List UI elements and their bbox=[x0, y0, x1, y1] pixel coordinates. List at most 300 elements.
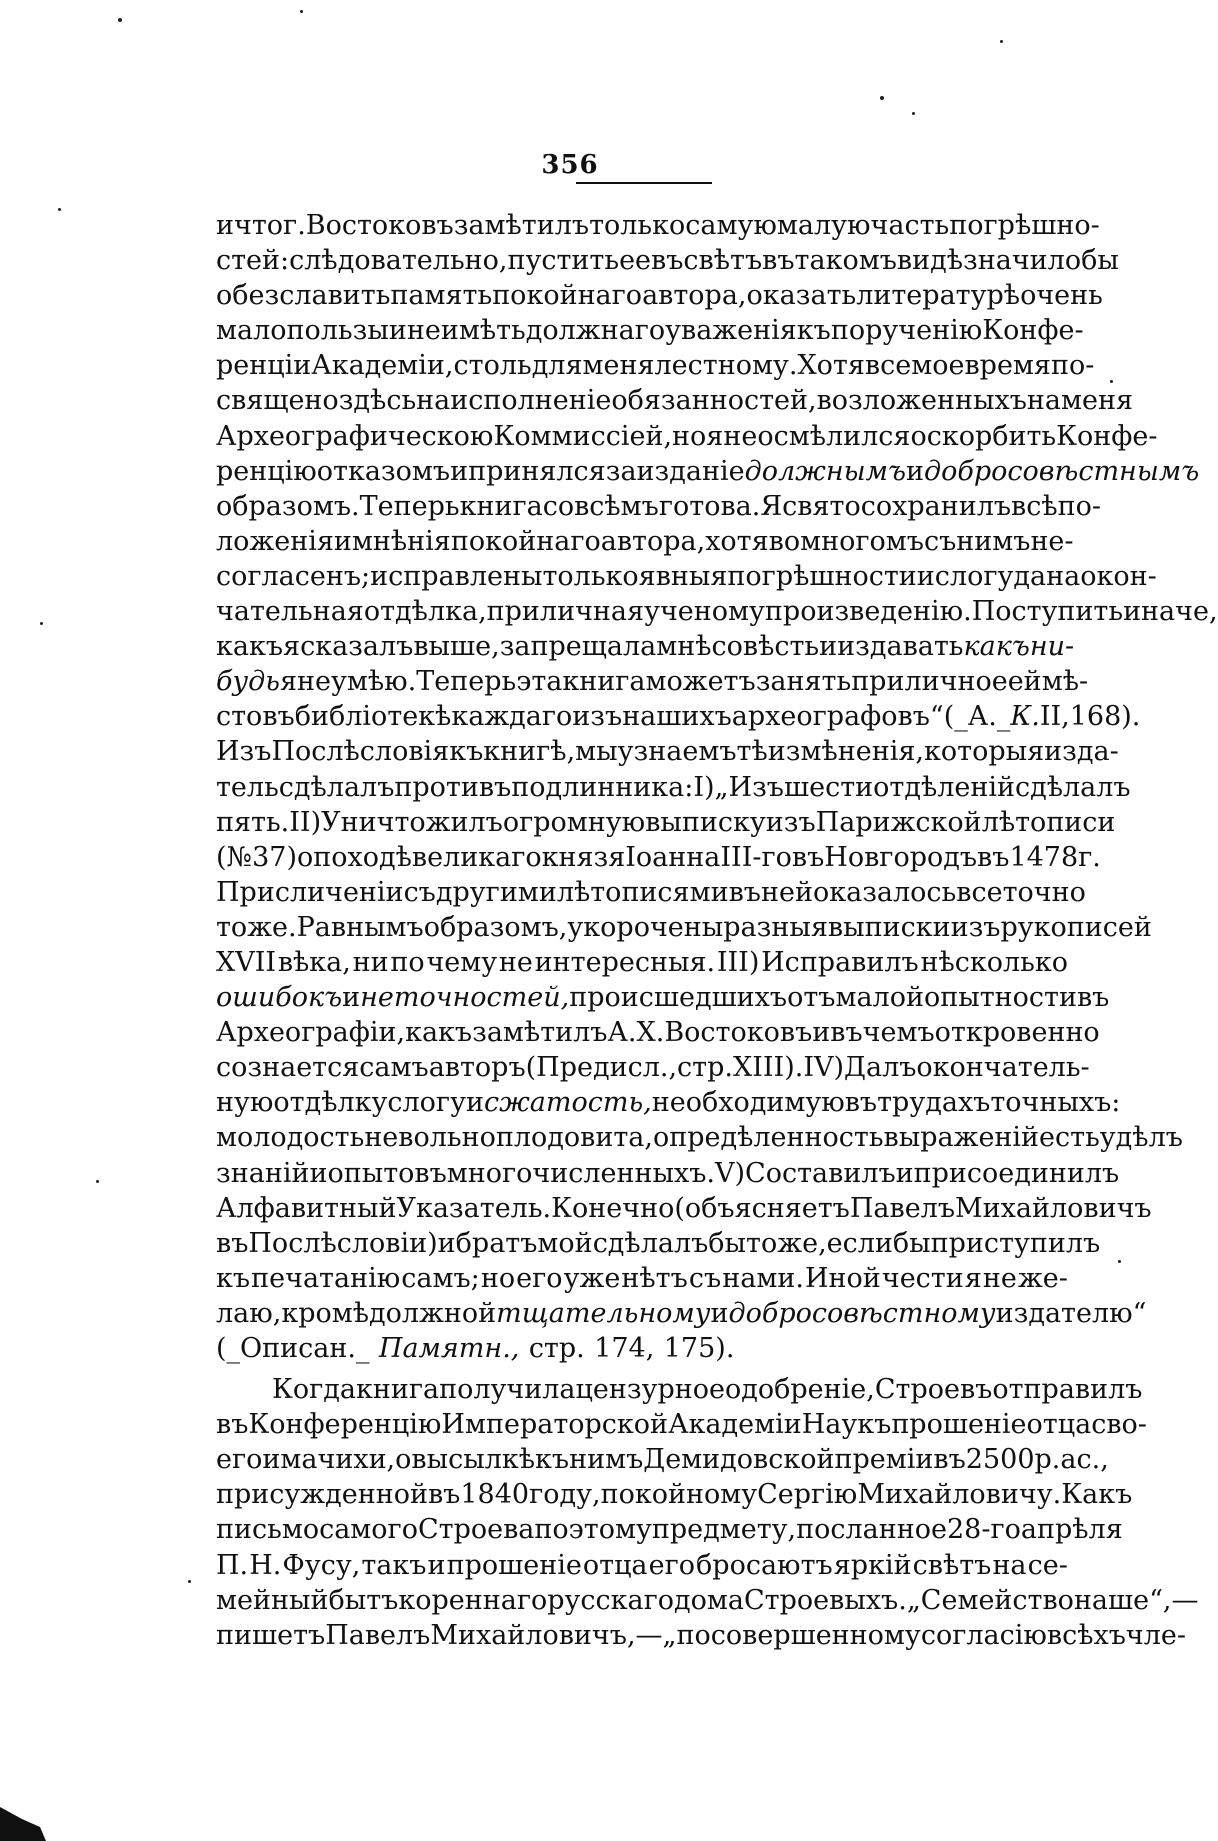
word: сжатость, bbox=[483, 1087, 652, 1119]
word: Строева bbox=[417, 1514, 535, 1546]
word: Теперь bbox=[416, 666, 517, 698]
word: Наукъ bbox=[801, 1409, 892, 1441]
word: мой bbox=[537, 1227, 593, 1259]
word: князя bbox=[541, 841, 626, 873]
word: и bbox=[916, 560, 935, 592]
text-line bbox=[216, 1512, 1123, 1547]
word: нѣсколько bbox=[920, 946, 1068, 978]
scan-speck bbox=[1110, 380, 1113, 383]
word: дана bbox=[1013, 560, 1081, 592]
word: плодовита, bbox=[495, 1122, 653, 1154]
word: съ bbox=[403, 876, 436, 908]
word: откровенно bbox=[934, 1017, 1100, 1049]
scan-speck bbox=[1118, 1260, 1121, 1263]
word: прошеніе bbox=[891, 1409, 1027, 1441]
word: необходимую bbox=[651, 1087, 845, 1119]
word: и bbox=[388, 315, 407, 347]
word: въ bbox=[728, 876, 761, 908]
word: лестному. bbox=[654, 350, 798, 382]
word: же, bbox=[777, 1227, 827, 1259]
word: удѣлъ bbox=[1099, 1122, 1183, 1154]
word: слогу bbox=[387, 1087, 466, 1119]
word: чемъ bbox=[862, 1017, 935, 1049]
scan-speck bbox=[40, 622, 43, 625]
word: всѣхъ bbox=[1046, 1619, 1126, 1651]
word: Академіи bbox=[668, 1409, 802, 1441]
word: трудахъ bbox=[877, 1087, 991, 1119]
word: присужденной bbox=[216, 1479, 428, 1511]
word: стей: bbox=[216, 245, 290, 277]
word: Далъ bbox=[844, 1052, 917, 1084]
word: же. bbox=[247, 911, 297, 943]
word: Востоковъ bbox=[664, 1017, 813, 1049]
word: погрѣшно- bbox=[949, 210, 1100, 241]
text-line bbox=[216, 1085, 1121, 1120]
word: бы bbox=[708, 1227, 747, 1259]
word: я bbox=[279, 666, 298, 698]
word: порученію bbox=[830, 315, 983, 347]
word: въ bbox=[651, 245, 684, 277]
word: Хотя bbox=[797, 350, 865, 382]
word: пишетъ bbox=[216, 1619, 326, 1651]
word: р. bbox=[1034, 1444, 1061, 1476]
word: по- bbox=[1057, 490, 1102, 522]
word: принялся bbox=[468, 455, 606, 487]
word: присоединилъ bbox=[913, 1157, 1120, 1189]
word: V) bbox=[715, 1157, 746, 1189]
word: согласенъ; bbox=[216, 560, 371, 592]
word: ошибокъ bbox=[216, 982, 343, 1014]
word: въ bbox=[844, 1087, 878, 1119]
word: и bbox=[262, 1444, 281, 1476]
word: знаній bbox=[216, 1157, 310, 1189]
word: не bbox=[498, 946, 533, 978]
word: умѣю. bbox=[331, 666, 417, 698]
word: точныхъ: bbox=[990, 1087, 1121, 1119]
word: исправлены bbox=[370, 560, 543, 592]
word: се- bbox=[1027, 1549, 1068, 1581]
word: Академіи, bbox=[311, 350, 454, 382]
word: мейный bbox=[216, 1584, 329, 1616]
word: въ bbox=[216, 1409, 249, 1441]
word: укорочены bbox=[567, 911, 724, 943]
word: то bbox=[216, 911, 248, 943]
word: Послѣсловіи) bbox=[248, 1227, 438, 1259]
word: издавать bbox=[837, 631, 964, 663]
word: Павелъ bbox=[849, 1192, 956, 1224]
word: и bbox=[895, 1157, 914, 1189]
word: оказалось bbox=[812, 876, 957, 908]
text-line bbox=[216, 980, 1110, 1015]
text-line bbox=[216, 1015, 1100, 1050]
word: библіотекѣ bbox=[294, 701, 452, 733]
word: Іоанна bbox=[625, 841, 721, 873]
word: по bbox=[390, 946, 425, 978]
word: погрѣшности bbox=[727, 560, 917, 592]
word: 174, bbox=[594, 1333, 655, 1364]
word: очень bbox=[1020, 280, 1103, 312]
word: замѣтилъ bbox=[472, 1017, 608, 1049]
word: свято bbox=[782, 490, 861, 522]
text-line bbox=[216, 1156, 1120, 1191]
word: Какъ bbox=[1061, 1479, 1133, 1511]
word: за bbox=[605, 455, 637, 487]
word: изъ bbox=[950, 911, 1001, 943]
scan-speck bbox=[188, 1580, 191, 1583]
word: стр. bbox=[528, 1333, 585, 1364]
word: интересныя. bbox=[534, 946, 716, 978]
word: Михайловичъ,—„по bbox=[430, 1619, 711, 1651]
word: добросовѣстному bbox=[728, 1297, 996, 1329]
word: Теперь bbox=[359, 490, 460, 522]
word: ренцію bbox=[216, 455, 317, 487]
word: Археографическою bbox=[216, 420, 494, 452]
word: авторъ bbox=[428, 1052, 526, 1084]
word: отдѣлка, bbox=[363, 596, 487, 628]
word: книга bbox=[562, 666, 646, 698]
word: одобреніе, bbox=[725, 1374, 875, 1406]
word: ную bbox=[216, 1087, 274, 1119]
text-line bbox=[216, 1331, 1068, 1366]
word: невольно bbox=[364, 1122, 496, 1154]
word: не- bbox=[1030, 525, 1074, 557]
word: посланное bbox=[796, 1514, 947, 1546]
word: печатанію bbox=[251, 1262, 401, 1294]
word: мѣ- bbox=[1041, 666, 1089, 698]
text-line bbox=[216, 1407, 1147, 1442]
word: 37) bbox=[252, 841, 297, 873]
text-line bbox=[216, 840, 1101, 875]
word: выше, bbox=[413, 631, 500, 663]
word: Конфе- bbox=[982, 315, 1084, 347]
word: не bbox=[982, 1262, 1017, 1294]
word: о bbox=[395, 1444, 412, 1476]
text-line bbox=[216, 629, 1075, 664]
word: не bbox=[406, 315, 441, 347]
word: хотя bbox=[705, 525, 769, 557]
text-line bbox=[216, 524, 1074, 559]
word: книга bbox=[356, 1374, 440, 1406]
word: чему bbox=[426, 946, 498, 978]
word: Демидовской bbox=[643, 1444, 835, 1476]
text-line bbox=[216, 489, 1102, 524]
word: слогу bbox=[934, 560, 1014, 592]
word: и bbox=[812, 1017, 831, 1049]
word: точно bbox=[1002, 876, 1086, 908]
word: часть bbox=[870, 210, 950, 241]
word: Коммиссіей, bbox=[493, 420, 673, 452]
word: ей bbox=[1007, 666, 1042, 698]
word: его bbox=[216, 1444, 263, 1476]
word: опытовъ bbox=[327, 1157, 447, 1189]
word: вѣка, bbox=[277, 946, 351, 978]
text-line bbox=[216, 1050, 1090, 1085]
word: только bbox=[542, 560, 639, 592]
word: къ bbox=[535, 1444, 570, 1476]
word: подлинника: bbox=[511, 771, 694, 803]
word: по bbox=[534, 1514, 569, 1546]
word: братъ bbox=[455, 1227, 538, 1259]
word: узнаемъ bbox=[617, 736, 737, 768]
word: готова. bbox=[658, 490, 761, 522]
word: Изъ bbox=[216, 736, 272, 768]
word: Я bbox=[760, 490, 783, 522]
word: лѣтописями bbox=[556, 876, 729, 908]
word: бытъ bbox=[328, 1584, 399, 1616]
word: многомъ bbox=[800, 525, 924, 557]
word: Поступить bbox=[971, 596, 1124, 628]
word: иначе, bbox=[1123, 596, 1218, 628]
word: изда- bbox=[1044, 736, 1119, 768]
word: книгѣ, bbox=[483, 736, 576, 768]
word: молодость bbox=[216, 1122, 365, 1154]
word: съ bbox=[688, 1262, 722, 1294]
word: „Семейство bbox=[906, 1584, 1074, 1616]
word: столь bbox=[453, 350, 532, 382]
word: выписки bbox=[827, 911, 951, 943]
text-line bbox=[216, 419, 1158, 454]
word: какъ bbox=[963, 631, 1030, 663]
word: самую bbox=[685, 210, 777, 241]
word: рукописей bbox=[1000, 911, 1152, 943]
word: измѣненія, bbox=[767, 736, 924, 768]
word: меня bbox=[582, 350, 655, 382]
word: имѣть bbox=[440, 315, 526, 347]
word: Конференцію bbox=[248, 1409, 442, 1441]
word: противъ bbox=[394, 771, 512, 803]
word: память bbox=[390, 280, 493, 312]
word: и bbox=[437, 1227, 456, 1259]
word: въ bbox=[977, 841, 1010, 873]
text-line bbox=[216, 1191, 1152, 1226]
word: сознается bbox=[216, 1052, 360, 1084]
word: 2500 bbox=[965, 1444, 1035, 1476]
text-line bbox=[216, 313, 1084, 348]
word: только bbox=[589, 210, 686, 241]
word: походѣ bbox=[313, 841, 412, 873]
word: на bbox=[992, 1549, 1027, 1581]
word: обезславить bbox=[216, 280, 391, 312]
word: Н. bbox=[249, 1549, 282, 1581]
text-line bbox=[216, 594, 1218, 629]
word: пользы bbox=[286, 315, 389, 347]
word: 28-го bbox=[947, 1514, 1021, 1546]
word: добросовѣстнымъ bbox=[924, 455, 1200, 487]
word: Строевыхъ. bbox=[744, 1584, 907, 1616]
word: къ bbox=[216, 1262, 251, 1294]
scan-speck bbox=[118, 18, 122, 22]
text-line bbox=[216, 1120, 1183, 1155]
word: г. bbox=[1078, 841, 1101, 873]
word: XVII bbox=[216, 946, 277, 978]
word: что bbox=[234, 210, 284, 241]
word: произведенію. bbox=[764, 596, 972, 628]
word: При bbox=[216, 876, 275, 908]
word: должнымъ bbox=[744, 455, 907, 487]
word: нимъ bbox=[956, 525, 1031, 557]
word: нами. bbox=[722, 1262, 804, 1294]
word: преміи bbox=[834, 1444, 934, 1476]
text-line bbox=[216, 1261, 1068, 1296]
word: наше“,— bbox=[1073, 1584, 1199, 1616]
word: его bbox=[516, 1262, 563, 1294]
word: (№ bbox=[216, 841, 253, 873]
word: еслибы bbox=[826, 1227, 931, 1259]
word: отдѣлку bbox=[273, 1087, 388, 1119]
word: г. bbox=[283, 210, 306, 241]
scan-speck bbox=[1000, 40, 1003, 43]
word: пять. bbox=[216, 806, 290, 838]
word: I) bbox=[693, 771, 715, 803]
word: каждаго bbox=[451, 701, 573, 733]
word: замѣтилъ bbox=[453, 210, 590, 241]
word: П. bbox=[216, 1549, 249, 1581]
word: во bbox=[768, 525, 801, 557]
word: занять bbox=[755, 666, 852, 698]
word: 1840 bbox=[460, 1479, 530, 1511]
word: этому bbox=[568, 1514, 652, 1546]
word: ренціи bbox=[216, 350, 312, 382]
word: покойнаго bbox=[450, 525, 601, 557]
word: же- bbox=[1017, 1262, 1068, 1294]
word: ни bbox=[352, 946, 389, 978]
word: обязанностей, bbox=[611, 385, 817, 417]
word: и bbox=[465, 1087, 484, 1119]
word: исполненіе bbox=[450, 385, 612, 417]
word: сдѣлалъ bbox=[592, 1227, 709, 1259]
word: нимъ bbox=[569, 1444, 644, 1476]
text-line bbox=[216, 734, 1119, 769]
word: отказомъ bbox=[316, 455, 451, 487]
text-line bbox=[216, 1296, 1147, 1331]
word: Исправилъ bbox=[761, 946, 919, 978]
word: по- bbox=[1050, 350, 1095, 382]
word: приличное bbox=[851, 666, 1008, 698]
word: автора, bbox=[600, 525, 706, 557]
word: изъ bbox=[572, 701, 623, 733]
word: яркій bbox=[833, 1549, 912, 1581]
word: нашихъ bbox=[622, 701, 732, 733]
word: и bbox=[333, 525, 352, 557]
word: свѣтъ bbox=[912, 1549, 992, 1581]
scan-speck bbox=[880, 96, 884, 100]
word: совершенному bbox=[710, 1619, 921, 1651]
word: ней bbox=[760, 876, 813, 908]
word: будь bbox=[216, 666, 280, 698]
word: окон- bbox=[1080, 560, 1157, 592]
word: Уничтожилъ bbox=[321, 806, 503, 838]
word: возложенныхъ bbox=[816, 385, 1027, 417]
word: видѣ bbox=[896, 245, 964, 277]
word: чести bbox=[881, 1262, 964, 1294]
word: не bbox=[297, 666, 331, 698]
text-line bbox=[216, 1477, 1133, 1512]
word: Х. bbox=[636, 1017, 665, 1049]
word: 175). bbox=[663, 1333, 735, 1364]
word: въ bbox=[830, 1017, 863, 1049]
text-line bbox=[216, 278, 1103, 313]
word: тель bbox=[216, 771, 279, 803]
word: не bbox=[723, 420, 758, 452]
word: въ bbox=[1076, 982, 1110, 1014]
text-line bbox=[216, 383, 1133, 418]
word: въ bbox=[262, 701, 295, 733]
word: въ bbox=[216, 1227, 249, 1259]
word: литературѣ bbox=[856, 280, 1021, 312]
word: отца bbox=[582, 1549, 648, 1581]
word: русскаго bbox=[547, 1584, 675, 1616]
word: я bbox=[283, 631, 301, 663]
word: какъ bbox=[216, 631, 284, 663]
word: согласію bbox=[920, 1619, 1047, 1651]
word: сказалъ bbox=[300, 631, 414, 663]
word: ни- bbox=[1029, 631, 1075, 663]
word: въ bbox=[427, 1479, 461, 1511]
word: и bbox=[450, 455, 469, 487]
word: малую bbox=[776, 210, 871, 241]
word: мое bbox=[911, 350, 965, 382]
word: выраженій bbox=[883, 1122, 1040, 1154]
word: опытности bbox=[923, 982, 1077, 1014]
word: сто bbox=[216, 701, 263, 733]
word: Востоковъ bbox=[305, 210, 454, 241]
word: приступилъ bbox=[930, 1227, 1101, 1259]
word: но bbox=[480, 1262, 516, 1294]
word: сво- bbox=[1091, 1409, 1147, 1441]
word: тѣ bbox=[736, 736, 768, 768]
word: издателю“ bbox=[995, 1297, 1147, 1329]
word: выписку bbox=[645, 806, 766, 838]
word: высылкѣ bbox=[411, 1444, 536, 1476]
word: я bbox=[964, 1262, 982, 1294]
text-line bbox=[216, 805, 1116, 840]
word: книга bbox=[459, 490, 543, 522]
word: которыя bbox=[924, 736, 1045, 768]
word: сдѣлалъ bbox=[278, 771, 395, 803]
word: для bbox=[531, 350, 583, 382]
page-number-rule bbox=[576, 182, 712, 184]
text-line bbox=[216, 945, 1068, 980]
word: какъ bbox=[405, 1017, 473, 1049]
word: IV) bbox=[803, 1052, 845, 1084]
word: разныя bbox=[723, 911, 828, 943]
word: образомъ. bbox=[216, 490, 360, 522]
word: другими bbox=[435, 876, 557, 908]
word: III-го bbox=[720, 841, 792, 873]
word: и bbox=[906, 455, 925, 487]
word: такомъ bbox=[794, 245, 897, 277]
word: цензурное bbox=[575, 1374, 725, 1406]
word: его bbox=[648, 1549, 695, 1581]
text-line bbox=[216, 1548, 1068, 1583]
word: явныя bbox=[638, 560, 728, 592]
word: самъ; bbox=[401, 1262, 480, 1294]
word: К. bbox=[1010, 701, 1040, 733]
word: шести bbox=[784, 771, 874, 803]
word: сличеніи bbox=[274, 876, 404, 908]
word: Сергію bbox=[757, 1479, 858, 1511]
text-line bbox=[216, 208, 1100, 243]
text-line bbox=[216, 1618, 1186, 1653]
word: Фусу, bbox=[282, 1549, 361, 1581]
word: всѣ bbox=[1011, 490, 1058, 522]
text-line bbox=[216, 699, 1141, 734]
word: происшедшихъ bbox=[569, 982, 788, 1014]
word: свѣтъ bbox=[683, 245, 763, 277]
word: покойному bbox=[600, 1479, 758, 1511]
word: время bbox=[964, 350, 1051, 382]
word: изъ bbox=[765, 806, 816, 838]
